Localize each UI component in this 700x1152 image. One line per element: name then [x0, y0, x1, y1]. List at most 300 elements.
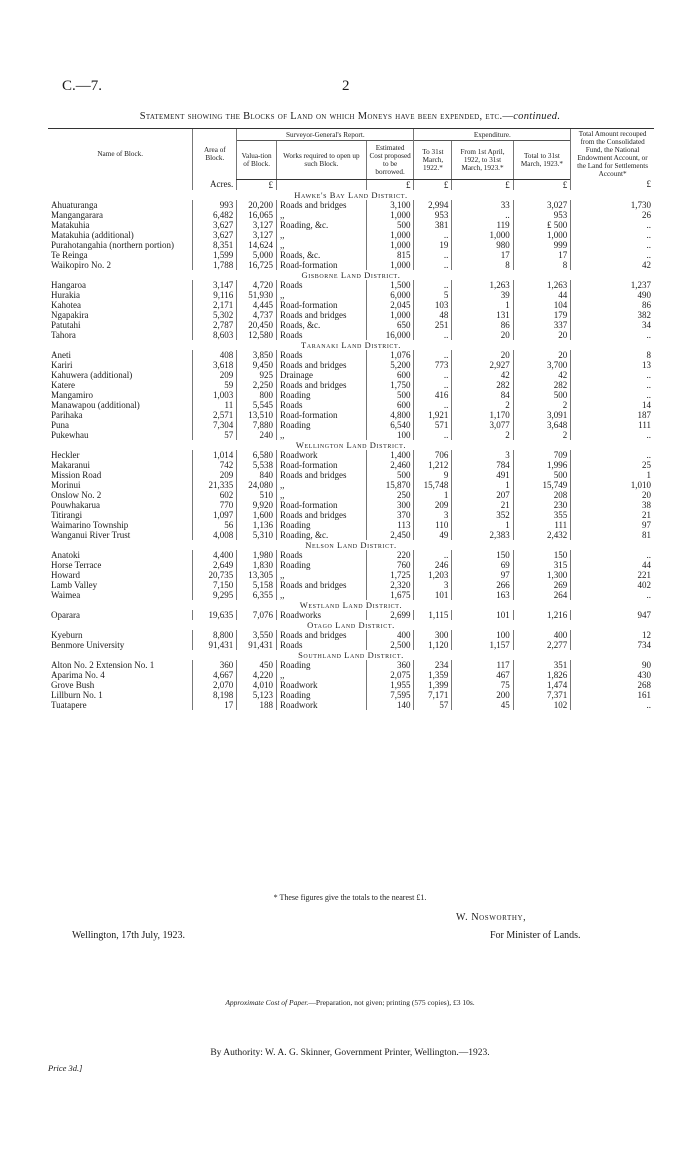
unit-est: £: [366, 179, 414, 190]
surveyor-report-header: Surveyor-General's Report.: [237, 129, 414, 141]
cell-from-1922: 20: [452, 330, 513, 340]
cell-total-1923: 1,000: [513, 230, 571, 240]
cell-area: 11: [193, 400, 237, 410]
cell-total-1923: 999: [513, 240, 571, 250]
cell-valuation: 5,538: [237, 460, 277, 470]
table-row: [48, 460, 654, 470]
cell-works: Road-formation: [277, 300, 367, 310]
cell-total-recouped: 734: [571, 640, 654, 650]
cell-total-recouped: ..: [571, 230, 654, 240]
cell-block-name: Tahora: [51, 329, 76, 340]
dateline: Wellington, 17th July, 1923.: [72, 930, 185, 941]
expenditure-header: Expenditure.: [414, 129, 571, 141]
cell-area: 4,008: [193, 530, 237, 540]
cell-total-recouped: ..: [571, 380, 654, 390]
cell-works: Roads: [277, 330, 367, 340]
cell-estimated-cost: 370: [366, 510, 414, 520]
col-to-1922-header: To 31st March, 1922.*: [414, 141, 452, 179]
cell-area: 9,116: [193, 290, 237, 300]
cell-total-recouped: ..: [571, 220, 654, 230]
cell-from-1922: 100: [452, 630, 513, 640]
cell-total-recouped: 97: [571, 520, 654, 530]
cell-total-recouped: 187: [571, 410, 654, 420]
district-heading-row: [48, 620, 654, 630]
table-row: [48, 350, 654, 360]
cell-block-name: Mangamiro: [51, 389, 93, 400]
cell-works: Roads and bridges: [277, 360, 367, 370]
cell-to-1922: 209: [414, 500, 452, 510]
cell-area: 6,482: [193, 210, 237, 220]
cell-block-name: Matakuhia (additional): [51, 229, 134, 240]
cell-estimated-cost: 1,750: [366, 380, 414, 390]
cell-area: 1,014: [193, 450, 237, 460]
cell-total-recouped: ..: [571, 590, 654, 600]
cell-block-name: Heckler: [51, 449, 80, 460]
cell-to-1922: ..: [414, 260, 452, 270]
table-row: [48, 580, 654, 590]
cell-total-recouped: 25: [571, 460, 654, 470]
cell-total-recouped: 490: [571, 290, 654, 300]
cell-area: 8,198: [193, 690, 237, 700]
table-row: [48, 560, 654, 570]
cell-block-name: Grove Bush: [51, 679, 95, 690]
cell-total-1923: 7,371: [513, 690, 571, 700]
cell-total-recouped: ..: [571, 700, 654, 710]
cell-area: 8,800: [193, 630, 237, 640]
cell-block-name: Waimea: [51, 589, 81, 600]
cell-from-1922: 1,000: [452, 230, 513, 240]
cell-block-name: Aneti: [51, 349, 71, 360]
cell-total-1923: 1,996: [513, 460, 571, 470]
cell-estimated-cost: 1,000: [366, 260, 414, 270]
cell-from-1922: 1: [452, 520, 513, 530]
cell-estimated-cost: 600: [366, 400, 414, 410]
cell-estimated-cost: 2,045: [366, 300, 414, 310]
cell-area: 57: [193, 430, 237, 440]
cell-works: Roads, &c.: [277, 320, 367, 330]
cell-valuation: 188: [237, 700, 277, 710]
cell-estimated-cost: 113: [366, 520, 414, 530]
cell-total-1923: 3,700: [513, 360, 571, 370]
table-row: [48, 550, 654, 560]
cell-estimated-cost: 400: [366, 630, 414, 640]
cell-to-1922: ..: [414, 250, 452, 260]
cell-from-1922: 8: [452, 260, 513, 270]
cell-total-recouped: 382: [571, 310, 654, 320]
table-row: [48, 680, 654, 690]
statement-title: [20, 111, 680, 122]
district-heading-row: [48, 650, 654, 660]
cell-estimated-cost: 600: [366, 370, 414, 380]
cell-valuation: 840: [237, 470, 277, 480]
cell-block-name: Onslow No. 2: [51, 489, 102, 500]
cell-to-1922: 953: [414, 210, 452, 220]
cell-total-1923: 3,027: [513, 200, 571, 210]
district-name: Westland Land District.: [299, 599, 403, 610]
cell-from-1922: 20: [452, 350, 513, 360]
cell-block-name: Waimarino Township: [51, 519, 129, 530]
col-valuation-header: Valua-tion of Block.: [237, 141, 277, 179]
cell-estimated-cost: 1,000: [366, 310, 414, 320]
district-name: Wellington Land District.: [295, 439, 407, 450]
cell-block-name: Wanganui River Trust: [51, 529, 131, 540]
cell-estimated-cost: 5,200: [366, 360, 414, 370]
cell-from-1922: 101: [452, 610, 513, 620]
cell-total-1923: 2,277: [513, 640, 571, 650]
cell-area: 7,150: [193, 580, 237, 590]
table-row: [48, 280, 654, 290]
cell-block-name: Hurakia: [51, 289, 80, 300]
cell-estimated-cost: 1,000: [366, 240, 414, 250]
cell-block-name: Pukewhau: [51, 429, 89, 440]
cell-total-recouped: 1,730: [571, 200, 654, 210]
cell-area: 9,295: [193, 590, 237, 600]
table-row: [48, 410, 654, 420]
table-row: [48, 330, 654, 340]
cell-from-1922: 21: [452, 500, 513, 510]
table-row: [48, 230, 654, 240]
cell-block-name: Katere: [51, 379, 75, 390]
cell-estimated-cost: 4,800: [366, 410, 414, 420]
table-row: [48, 690, 654, 700]
cell-area: 1,003: [193, 390, 237, 400]
table-row: [48, 310, 654, 320]
cell-total-recouped: ..: [571, 390, 654, 400]
cell-to-1922: 416: [414, 390, 452, 400]
cell-area: 20,735: [193, 570, 237, 580]
cell-total-1923: 1,216: [513, 610, 571, 620]
cell-to-1922: ..: [414, 400, 452, 410]
cell-area: 1,097: [193, 510, 237, 520]
cell-total-recouped: 268: [571, 680, 654, 690]
cell-to-1922: 1,921: [414, 410, 452, 420]
district-name: Hawke's Bay Land District.: [294, 189, 408, 200]
cost-label: Approximate Cost of Paper.: [225, 998, 309, 1007]
cell-to-1922: 2,994: [414, 200, 452, 210]
cell-from-1922: 42: [452, 370, 513, 380]
cell-works: Roading: [277, 520, 367, 530]
col-estimated-header: Estimated Cost proposed to be borrowed.: [366, 141, 414, 179]
cell-valuation: 450: [237, 660, 277, 670]
cell-total-1923: 20: [513, 350, 571, 360]
cell-estimated-cost: 1,400: [366, 450, 414, 460]
cell-valuation: 4,445: [237, 300, 277, 310]
cell-from-1922: 84: [452, 390, 513, 400]
cell-area: 2,571: [193, 410, 237, 420]
cell-from-1922: 117: [452, 660, 513, 670]
cell-from-1922: 1,170: [452, 410, 513, 420]
district-name: Gisborne Land District.: [301, 269, 401, 280]
cell-total-1923: 15,749: [513, 480, 571, 490]
cell-total-1923: 111: [513, 520, 571, 530]
cell-estimated-cost: 140: [366, 700, 414, 710]
cell-works: Roads: [277, 280, 367, 290]
cell-estimated-cost: 815: [366, 250, 414, 260]
cell-total-recouped: ..: [571, 250, 654, 260]
cell-to-1922: 3: [414, 580, 452, 590]
cell-works: ,,: [277, 490, 367, 500]
cell-block-name: Anatoki: [51, 549, 80, 560]
cell-total-recouped: 8: [571, 350, 654, 360]
cell-total-1923: 2,432: [513, 530, 571, 540]
cell-to-1922: 19: [414, 240, 452, 250]
cell-area: 56: [193, 520, 237, 530]
cell-block-name: Morinui: [51, 479, 81, 490]
cell-area: 2,649: [193, 560, 237, 570]
cell-to-1922: ..: [414, 350, 452, 360]
cell-valuation: 4,010: [237, 680, 277, 690]
cell-valuation: 240: [237, 430, 277, 440]
cell-area: 1,599: [193, 250, 237, 260]
cell-total-recouped: 221: [571, 570, 654, 580]
cell-from-1922: 45: [452, 700, 513, 710]
cell-total-1923: 8: [513, 260, 571, 270]
authority-line: By Authority: W. A. G. Skinner, Government Printer, Wellington.—1923.: [210, 1048, 490, 1058]
cell-total-recouped: 12: [571, 630, 654, 640]
table-row: [48, 300, 654, 310]
cell-to-1922: ..: [414, 330, 452, 340]
cell-total-1923: 3,091: [513, 410, 571, 420]
cell-total-1923: 150: [513, 550, 571, 560]
cell-total-1923: 44: [513, 290, 571, 300]
col-area-header: Area of Block.: [193, 129, 237, 180]
cell-estimated-cost: 1,076: [366, 350, 414, 360]
cell-estimated-cost: 1,000: [366, 230, 414, 240]
cell-valuation: 4,720: [237, 280, 277, 290]
district-heading-row: [48, 540, 654, 550]
cell-estimated-cost: 1,725: [366, 570, 414, 580]
cell-total-1923: 208: [513, 490, 571, 500]
table-row: [48, 400, 654, 410]
cell-works: Roadworks: [277, 610, 367, 620]
cell-total-1923: 264: [513, 590, 571, 600]
cell-from-1922: 2,383: [452, 530, 513, 540]
district-name: Otago Land District.: [307, 619, 395, 630]
cell-total-recouped: 38: [571, 500, 654, 510]
cost-note: [0, 998, 700, 1007]
cell-total-recouped: 21: [571, 510, 654, 520]
cell-works: ,,: [277, 670, 367, 680]
cell-valuation: 1,600: [237, 510, 277, 520]
cell-to-1922: 9: [414, 470, 452, 480]
units-row: [48, 179, 654, 190]
cell-estimated-cost: 2,075: [366, 670, 414, 680]
cell-block-name: Kahotea: [51, 299, 81, 310]
cell-from-1922: 39: [452, 290, 513, 300]
cell-area: 17: [193, 700, 237, 710]
cell-to-1922: 1,115: [414, 610, 452, 620]
cell-works: Roads and bridges: [277, 380, 367, 390]
footnote: * These figures give the totals to the nearest £1.: [273, 893, 427, 902]
cell-to-1922: 110: [414, 520, 452, 530]
cell-block-name: Kahuwera (additional): [51, 369, 133, 380]
cell-valuation: 14,624: [237, 240, 277, 250]
cell-total-recouped: 34: [571, 320, 654, 330]
cell-estimated-cost: 500: [366, 220, 414, 230]
cell-works: ,,: [277, 290, 367, 300]
cell-total-recouped: 86: [571, 300, 654, 310]
cell-total-1923: 282: [513, 380, 571, 390]
cell-area: 91,431: [193, 640, 237, 650]
cell-estimated-cost: 220: [366, 550, 414, 560]
page-number: 2: [342, 78, 350, 94]
district-heading-row: [48, 190, 654, 200]
cell-area: 2,070: [193, 680, 237, 690]
cell-works: Roadwork: [277, 680, 367, 690]
cell-block-name: Ngapakira: [51, 309, 89, 320]
cell-total-recouped: 44: [571, 560, 654, 570]
cell-from-1922: 2: [452, 430, 513, 440]
cell-works: Roads, &c.: [277, 250, 367, 260]
cell-valuation: 1,830: [237, 560, 277, 570]
district-name: Southland Land District.: [298, 649, 404, 660]
cell-estimated-cost: 1,955: [366, 680, 414, 690]
cell-total-recouped: ..: [571, 330, 654, 340]
cell-from-1922: 282: [452, 380, 513, 390]
cell-to-1922: 246: [414, 560, 452, 570]
table-row: [48, 290, 654, 300]
table-row: [48, 360, 654, 370]
cell-block-name: Mangangarara: [51, 209, 103, 220]
cost-text: —Preparation, not given; printing (575 copies), £3 10s.: [308, 998, 475, 1007]
cell-valuation: 1,136: [237, 520, 277, 530]
cell-total-recouped: 13: [571, 360, 654, 370]
cell-from-1922: 163: [452, 590, 513, 600]
table-row: [48, 320, 654, 330]
cell-area: 770: [193, 500, 237, 510]
cell-area: 7,304: [193, 420, 237, 430]
cell-area: 209: [193, 470, 237, 480]
cell-valuation: 800: [237, 390, 277, 400]
cell-from-1922: ..: [452, 210, 513, 220]
unit-total: £: [513, 179, 571, 190]
cell-total-1923: 17: [513, 250, 571, 260]
cell-from-1922: 75: [452, 680, 513, 690]
cell-estimated-cost: 15,870: [366, 480, 414, 490]
table-row: [48, 370, 654, 380]
unit-rec: £: [571, 179, 654, 190]
cell-to-1922: 15,748: [414, 480, 452, 490]
cell-from-1922: 980: [452, 240, 513, 250]
cell-works: ,,: [277, 430, 367, 440]
cell-valuation: 3,127: [237, 220, 277, 230]
cell-total-1923: 1,300: [513, 570, 571, 580]
cell-total-1923: 104: [513, 300, 571, 310]
cell-block-name: Patutahi: [51, 319, 81, 330]
cell-estimated-cost: 2,699: [366, 610, 414, 620]
cell-works: Roads and bridges: [277, 630, 367, 640]
table-row: [48, 640, 654, 650]
cell-block-name: Te Reinga: [51, 249, 88, 260]
table-row: [48, 380, 654, 390]
cell-to-1922: ..: [414, 430, 452, 440]
cell-from-1922: 266: [452, 580, 513, 590]
cell-area: 1,788: [193, 260, 237, 270]
table-row: [48, 510, 654, 520]
cell-valuation: 7,880: [237, 420, 277, 430]
cell-valuation: 51,930: [237, 290, 277, 300]
cell-to-1922: 57: [414, 700, 452, 710]
cell-from-1922: 131: [452, 310, 513, 320]
cell-area: 3,627: [193, 230, 237, 240]
cell-estimated-cost: 360: [366, 660, 414, 670]
cell-from-1922: 33: [452, 200, 513, 210]
cell-from-1922: 2,927: [452, 360, 513, 370]
table-row: [48, 520, 654, 530]
cell-valuation: 3,550: [237, 630, 277, 640]
table-row: [48, 390, 654, 400]
cell-valuation: 6,355: [237, 590, 277, 600]
cell-total-recouped: 1: [571, 470, 654, 480]
cell-from-1922: 97: [452, 570, 513, 580]
cell-total-recouped: 14: [571, 400, 654, 410]
cell-valuation: 20,450: [237, 320, 277, 330]
cell-area: 360: [193, 660, 237, 670]
cell-works: Roads and bridges: [277, 510, 367, 520]
cell-valuation: 2,250: [237, 380, 277, 390]
cell-valuation: 4,737: [237, 310, 277, 320]
cell-estimated-cost: 2,450: [366, 530, 414, 540]
cell-block-name: Aparima No. 4: [51, 669, 105, 680]
cell-to-1922: 381: [414, 220, 452, 230]
cell-valuation: 5,158: [237, 580, 277, 590]
district-name: Nelson Land District.: [305, 539, 397, 550]
cell-estimated-cost: 7,595: [366, 690, 414, 700]
cell-works: Roads and bridges: [277, 200, 367, 210]
cell-total-recouped: 42: [571, 260, 654, 270]
cell-from-1922: 467: [452, 670, 513, 680]
cell-from-1922: 491: [452, 470, 513, 480]
cell-area: 4,667: [193, 670, 237, 680]
cell-total-recouped: ..: [571, 370, 654, 380]
table-row: [48, 570, 654, 580]
cell-total-1923: 2: [513, 430, 571, 440]
cell-valuation: 7,076: [237, 610, 277, 620]
cell-area: 2,787: [193, 320, 237, 330]
cell-works: Roading, &c.: [277, 220, 367, 230]
cell-to-1922: 251: [414, 320, 452, 330]
cell-from-1922: 3: [452, 450, 513, 460]
cell-to-1922: ..: [414, 550, 452, 560]
cell-total-1923: 1,474: [513, 680, 571, 690]
cell-estimated-cost: 760: [366, 560, 414, 570]
cell-valuation: 91,431: [237, 640, 277, 650]
cell-area: 2,171: [193, 300, 237, 310]
cell-area: 993: [193, 200, 237, 210]
cell-works: Roads and bridges: [277, 580, 367, 590]
title-continued: continued.: [513, 111, 561, 122]
cell-valuation: 6,580: [237, 450, 277, 460]
cell-from-1922: 784: [452, 460, 513, 470]
cell-works: Roading: [277, 420, 367, 430]
cell-estimated-cost: 6,540: [366, 420, 414, 430]
cell-area: 602: [193, 490, 237, 500]
cell-to-1922: 1,359: [414, 670, 452, 680]
cell-works: Roadwork: [277, 450, 367, 460]
cell-from-1922: 3,077: [452, 420, 513, 430]
cell-total-recouped: 90: [571, 660, 654, 670]
cell-to-1922: 571: [414, 420, 452, 430]
cell-block-name: Puna: [51, 419, 69, 430]
price: Price 3d.]: [48, 1063, 83, 1073]
table-row: [48, 670, 654, 680]
cell-total-1923: 269: [513, 580, 571, 590]
cell-estimated-cost: 1,000: [366, 210, 414, 220]
cell-total-recouped: ..: [571, 450, 654, 460]
cell-total-recouped: 111: [571, 420, 654, 430]
cell-total-1923: 20: [513, 330, 571, 340]
table-row: [48, 210, 654, 220]
